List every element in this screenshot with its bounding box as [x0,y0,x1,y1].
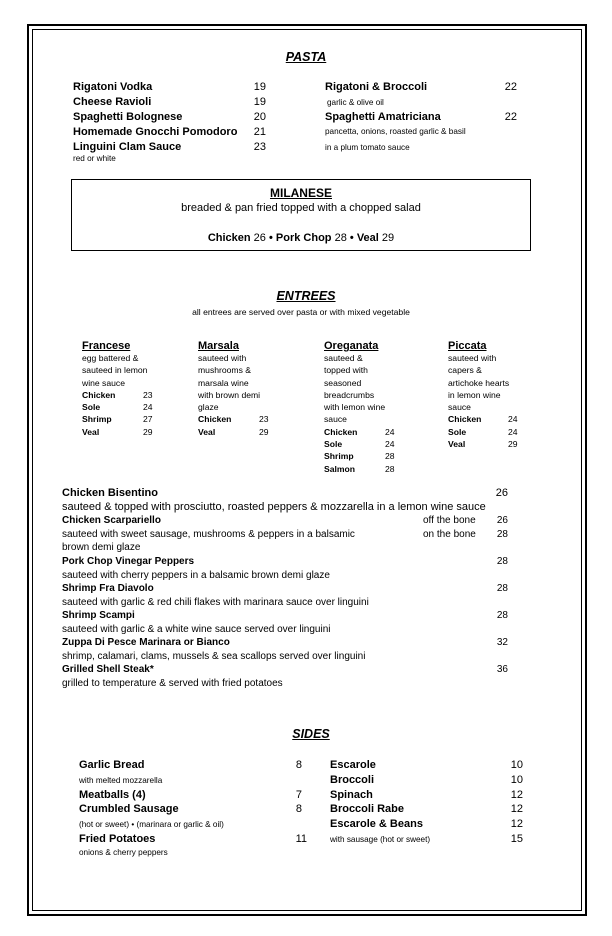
entree-style-marsala [198,340,298,438]
side-desc: with melted mozzarella [79,776,163,785]
pasta-item-price: 22 [504,111,517,123]
entree-style-name: Francese [82,340,131,352]
side-price: 10 [510,759,523,771]
pasta-item-name: Rigatoni Vodka [73,81,153,93]
special-name: Shrimp Fra Diavolo [62,583,154,594]
milanese-option-price: 29 [381,232,395,244]
milanese-option-name: Pork Chop [275,232,332,244]
entree-option-price: 24 [143,402,153,413]
bullet-separator: • [349,232,354,244]
pasta-item-desc: in a plum tomato sauce [325,143,410,152]
pasta-item-name: Homemade Gnocchi Pomodoro [73,126,238,138]
special-name: Zuppa Di Pesce Marinara or Bianco [62,637,230,648]
side-price: 15 [510,833,523,845]
side-desc: with sausage (hot or sweet) [330,835,431,844]
entree-style-desc: breadcrumbs [324,389,375,400]
entree-option-name: Veal [82,426,100,437]
entree-style-desc: marsala wine [198,377,249,388]
pasta-heading: PASTA [285,50,327,64]
special-price: 28 [496,529,508,540]
entree-option-price: 29 [508,439,518,450]
entree-style-desc: glaze [198,402,219,413]
entree-style-name: Piccata [448,340,487,352]
special-price: 28 [496,583,508,594]
special-name: Pork Chop Vinegar Peppers [62,556,195,567]
milanese-desc: breaded & pan fried topped with a chopped salad [181,202,421,214]
pasta-item-price: 23 [253,141,266,153]
special-desc: sauteed with cherry peppers in a balsamic brown demi glaze [62,570,330,581]
side-price: 12 [510,789,523,801]
side-name: Spinach [330,789,373,801]
entrees-heading: ENTREES [276,289,336,303]
entree-option-name: Chicken [448,414,482,425]
entree-style-desc: sauce [324,414,347,425]
entree-option-name: Sole [448,426,467,437]
special-note: off the bone [423,515,476,526]
side-price: 12 [510,803,523,815]
pasta-item-price: 19 [253,96,266,108]
side-price: 8 [295,759,302,771]
entree-option-price: 24 [385,439,395,450]
entree-style-piccata [448,340,548,450]
bullet-separator: • [268,232,273,244]
entree-style-oreganata [324,340,424,475]
special-name: Chicken Bisentino [62,487,158,499]
entree-option-name: Shrimp [324,451,354,462]
special-price: 28 [496,610,508,621]
special-price: 36 [496,664,508,675]
sides-heading: SIDES [292,727,330,741]
side-price: 11 [295,833,307,845]
entree-option-name: Sole [82,402,101,413]
milanese-option-price: 28 [334,232,347,244]
special-name: Grilled Shell Steak* [62,664,154,675]
special-desc: brown demi glaze [62,542,141,553]
side-price: 7 [295,789,302,801]
entree-style-name: Oreganata [324,340,379,352]
milanese-options [71,232,531,244]
special-desc: sauteed with garlic & a white wine sauce served over linguini [62,624,331,635]
entree-option-name: Chicken [198,414,232,425]
pasta-item-name: Linguini Clam Sauce [73,141,182,153]
pasta-item-desc: pancetta, onions, roasted garlic & basil [325,127,466,136]
entree-option-name: Sole [324,439,343,450]
pasta-item-price: 22 [504,81,517,93]
entree-option-price: 23 [259,414,269,425]
special-price: 26 [496,515,508,526]
entree-style-desc: artichoke hearts [448,377,510,388]
entree-option-name: Chicken [324,426,358,437]
special-name: Chicken Scarpariello [62,515,161,526]
special-name: Shrimp Scampi [62,610,135,621]
entree-option-price: 29 [143,426,153,437]
side-name: Broccoli Rabe [330,803,404,815]
side-name: Fried Potatoes [79,833,156,845]
entree-style-desc: egg battered & [82,353,139,363]
side-name: Escarole [330,759,376,771]
entree-style-desc: sauce [448,402,471,413]
entree-style-name: Marsala [198,340,239,352]
special-desc: sauteed with sweet sausage, mushrooms & peppers in a balsamic [62,529,355,540]
special-desc: shrimp, calamari, clams, mussels & sea scallops served over linguini [62,651,366,662]
entree-style-desc: sauteed & [324,353,363,363]
milanese-option-price: 26 [253,232,266,244]
entree-option-price: 24 [508,414,518,425]
side-name: Meatballs (4) [79,789,146,801]
entree-option-name: Veal [198,426,216,437]
entree-option-name: Veal [448,439,466,450]
pasta-item-name: Cheese Ravioli [73,96,152,108]
entree-option-name: Chicken [82,389,116,400]
milanese-title: MILANESE [269,186,332,200]
entree-option-price: 28 [385,463,395,474]
entree-option-price: 23 [143,389,153,400]
special-desc: sauteed & topped with prosciutto, roasted peppers & mozzarella in a lemon wine sauce [62,501,486,513]
entree-option-price: 24 [385,426,395,437]
side-price: 10 [510,774,523,786]
entree-style-desc: with lemon wine [324,402,386,413]
side-price: 12 [510,818,523,830]
entrees-subheading: all entrees are served over pasta or with mixed vegetable [192,307,410,317]
entree-style-desc: mushrooms & [198,365,252,376]
pasta-item-name: Rigatoni & Broccoli [325,81,428,93]
entree-style-francese [82,340,174,438]
special-price: 32 [496,637,508,648]
pasta-item-desc: red or white [73,154,116,163]
entree-option-price: 28 [385,451,395,462]
pasta-item-price: 20 [253,111,266,123]
entree-style-desc: in lemon wine [448,389,501,400]
side-name: Escarole & Beans [330,818,423,830]
pasta-item-price: 19 [253,81,266,93]
side-name: Broccoli [330,774,375,786]
side-desc: (hot or sweet) • (marinara or garlic & oil) [79,820,224,829]
side-name: Crumbled Sausage [79,803,179,815]
milanese-option-name: Veal [356,232,379,244]
side-desc: onions & cherry peppers [79,848,168,857]
special-note: on the bone [423,529,476,540]
special-price: 28 [496,556,508,567]
special-desc: grilled to temperature & served with fried potatoes [62,678,283,689]
pasta-item-desc: garlic & olive oil [327,98,384,107]
pasta-item-name: Spaghetti Bolognese [73,111,183,123]
milanese-option-name: Chicken [207,232,251,244]
entree-style-desc: wine sauce [82,377,125,388]
entree-style-desc: sauteed with [448,353,497,363]
pasta-item-price: 21 [253,126,266,138]
entree-style-desc: topped with [324,365,368,376]
pasta-item-name: Spaghetti Amatriciana [325,111,441,123]
side-price: 8 [295,803,302,815]
entree-option-name: Salmon [324,463,356,474]
special-desc: sauteed with garlic & red chili flakes with marinara sauce over linguini [62,597,369,608]
entree-style-desc: sauteed in lemon [82,365,148,376]
entree-style-desc: with brown demi [198,389,261,400]
special-price: 26 [495,487,508,499]
entree-option-name: Shrimp [82,414,112,425]
entree-style-desc: capers & [448,365,482,376]
side-name: Garlic Bread [79,759,145,771]
entree-option-price: 27 [143,414,153,425]
entree-style-desc: seasoned [324,377,362,388]
entree-option-price: 24 [508,426,518,437]
entree-option-price: 29 [259,426,269,437]
entree-style-desc: sauteed with [198,353,247,363]
